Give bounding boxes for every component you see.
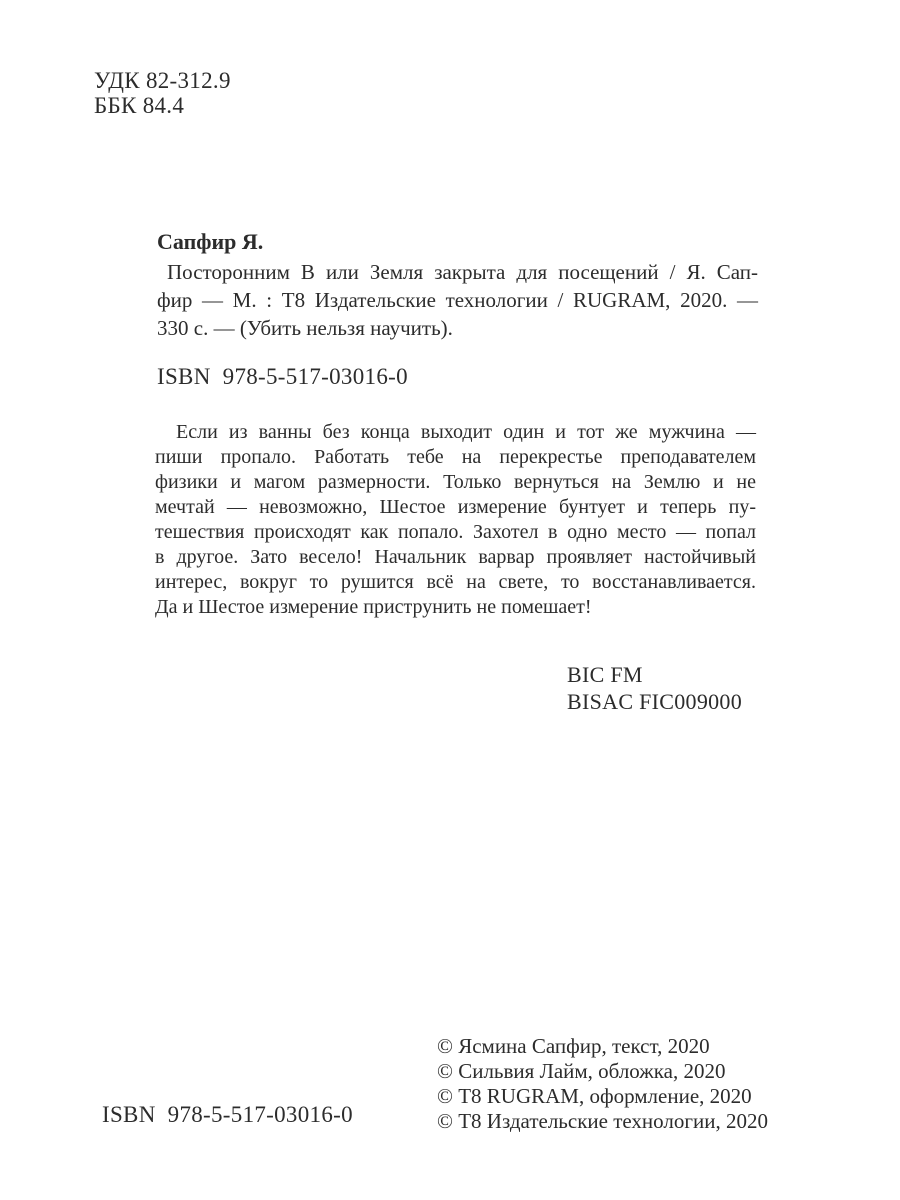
bibliographic-line: Посторонним В или Земля закрыта для посещений / Я. Сап- — [167, 260, 758, 284]
annotation-line: в другое. Зато весело! Начальник варвар проявляет настойчивый — [155, 546, 756, 568]
bic-code: BIC FM — [567, 662, 643, 687]
annotation-line: тешествия происходят как попало. Захотел в одно место — попал — [155, 521, 756, 543]
copyright-line: © Т8 Издательские технологии, 2020 — [437, 1109, 768, 1133]
annotation-line: Если из ванны без конца выходит один и тот же мужчина — — [176, 421, 756, 443]
annotation-line: физики и магом размерности. Только вернуться на Землю и не — [155, 471, 756, 493]
bibliographic-line: фир — М. : Т8 Издательские технологии / RUGRAM, 2020. — — [157, 288, 758, 312]
author-heading: Сапфир Я. — [157, 229, 264, 254]
copyright-line: © Ясмина Сапфир, текст, 2020 — [437, 1034, 710, 1058]
annotation-line: пиши пропало. Работать тебе на перекрестье преподавателем — [155, 446, 756, 468]
annotation-line: Да и Шестое измерение приструнить не помешает! — [155, 596, 592, 618]
annotation-line: интерес, вокруг то рушится всё на свете, то восстанавливается. — [155, 571, 756, 593]
isbn-line: ISBN 978-5-517-03016-0 — [157, 364, 408, 389]
bbk-code: ББК 84.4 — [94, 93, 185, 118]
subject-codes-block — [567, 661, 742, 715]
classification-codes-block — [94, 68, 231, 118]
bibliographic-line: 330 с. — (Убить нельзя научить). — [157, 316, 453, 340]
bisac-code: BISAC FIC009000 — [567, 689, 743, 714]
footer-isbn: ISBN 978-5-517-03016-0 — [102, 1102, 353, 1127]
copyright-line: © Сильвия Лайм, обложка, 2020 — [437, 1059, 726, 1083]
annotation-line: мечтай — невозможно, Шестое измерение бунтует и теперь пу- — [155, 496, 756, 518]
copyright-line: © Т8 RUGRAM, оформление, 2020 — [437, 1084, 752, 1108]
udk-code: УДК 82-312.9 — [94, 68, 231, 93]
annotation-paragraph — [155, 420, 756, 620]
copyright-block — [437, 1034, 768, 1134]
bibliographic-record — [157, 228, 758, 342]
